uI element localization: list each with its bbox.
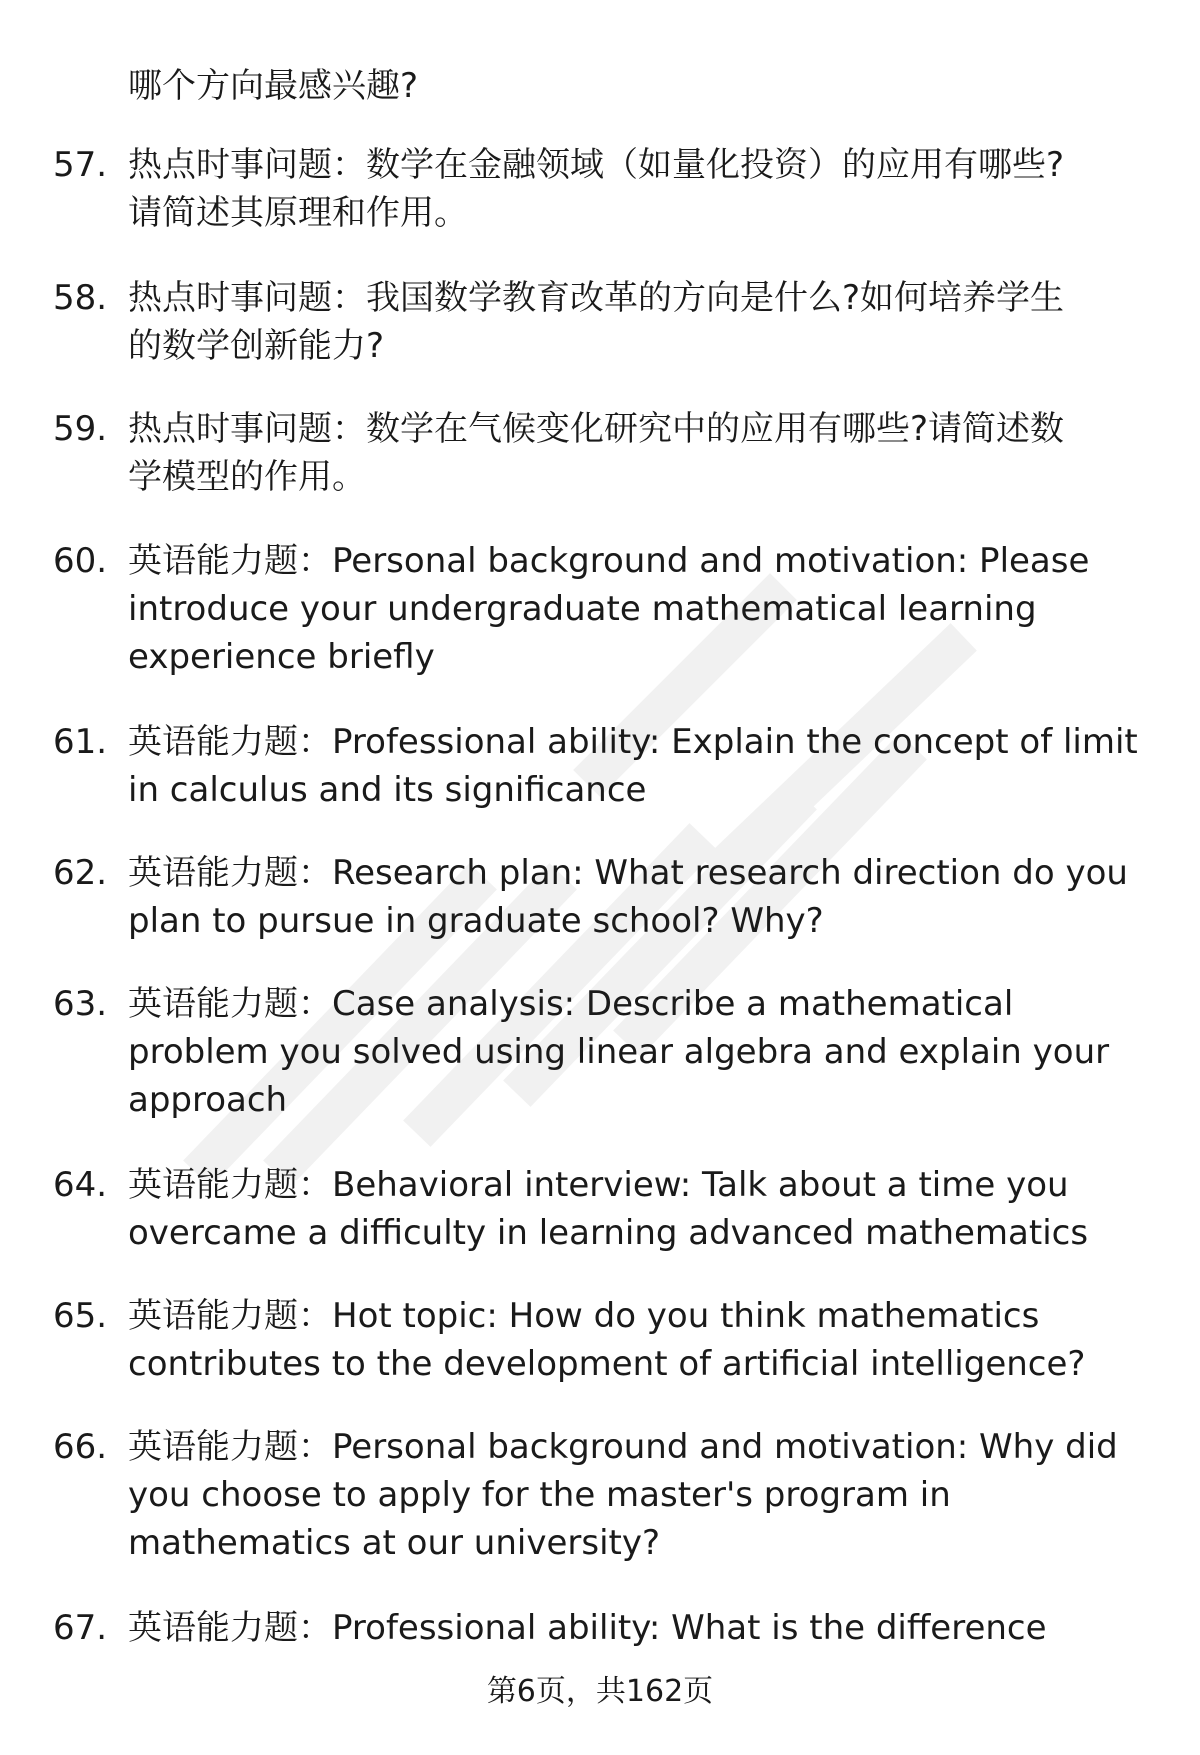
question-number: 58. (53, 278, 108, 318)
question-number: 66. (53, 1427, 108, 1467)
question-number: 60. (53, 541, 108, 581)
question-text: 英语能力题：Case analysis: Describe a mathematical problem you solved using linear algebra and explain your approach (128, 984, 1110, 1120)
question-number: 57. (53, 145, 108, 185)
question-text: 英语能力题：Research plan: What research direction do you plan to pursue in graduate school? Why? (128, 853, 1128, 941)
question-text: 英语能力题：Behavioral interview: Talk about a time you overcame a difficulty in learning advanced mathematics (128, 1165, 1089, 1253)
question-number: 63. (53, 984, 108, 1024)
question-number: 65. (53, 1296, 108, 1336)
question-text: 英语能力题：Personal background and motivation: Why did you choose to apply for the master's program in mathematics at our university? (128, 1427, 1118, 1563)
question-number: 64. (53, 1165, 108, 1205)
question-number: 61. (53, 722, 108, 762)
question-number: 67. (53, 1608, 108, 1648)
question-text: 英语能力题：Personal background and motivation: Please introduce your undergraduate mathematical learning experience briefly (128, 541, 1090, 677)
continuation-text: 哪个方向最感兴趣? (128, 66, 419, 106)
question-text: 热点时事问题：数学在金融领域（如量化投资）的应用有哪些? 请简述其原理和作用。 (128, 145, 1065, 233)
question-text: 热点时事问题：我国数学教育改革的方向是什么?如何培养学生 的数学创新能力? (128, 278, 1065, 366)
question-text: 英语能力题：Professional ability: What is the difference (128, 1608, 1047, 1648)
page-footer: 第6页，共162页 (486, 1674, 714, 1709)
question-text: 英语能力题：Hot topic: How do you think mathematics contributes to the development of artificial intelligence? (128, 1296, 1086, 1384)
question-text: 英语能力题：Professional ability: Explain the concept of limit in calculus and its significance (128, 722, 1138, 810)
question-number: 59. (53, 409, 108, 449)
question-number: 62. (53, 853, 108, 893)
question-text: 热点时事问题：数学在气候变化研究中的应用有哪些?请简述数 学模型的作用。 (128, 409, 1065, 497)
